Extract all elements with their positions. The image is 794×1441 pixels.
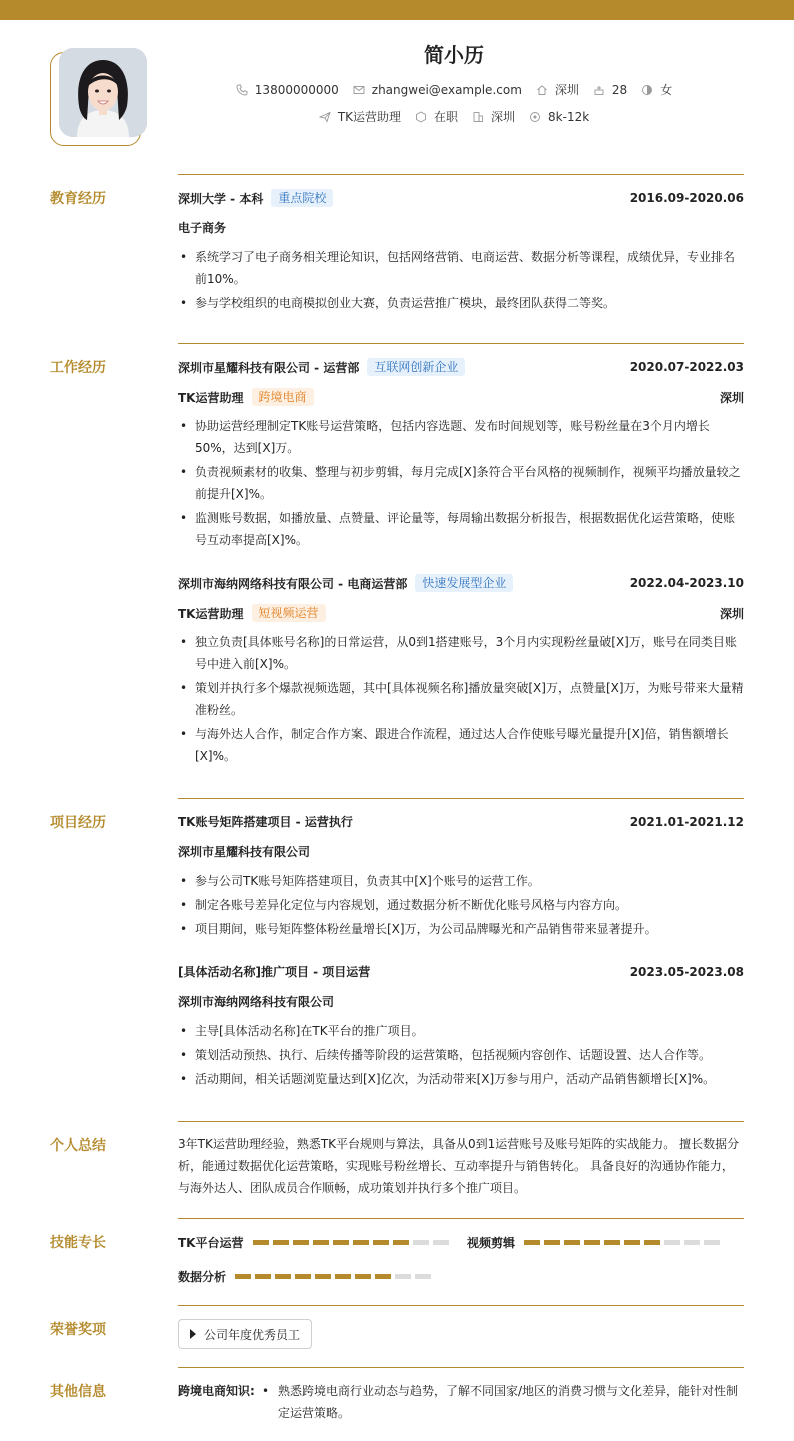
- job-intent-row: [178, 108, 730, 125]
- position-item: [319, 108, 401, 125]
- major: 电子商务: [178, 221, 227, 235]
- salary-text: 8k-12k: [548, 109, 590, 124]
- project-header: [178, 963, 744, 980]
- job-role: TK运营助理: [178, 390, 244, 405]
- divider: [178, 1305, 744, 1306]
- divider: [178, 1218, 744, 1219]
- section-title-other: 其他信息: [50, 1384, 106, 1400]
- phone-text: 13800000000: [254, 82, 339, 97]
- other-label: 跨境电商知识:: [178, 1384, 255, 1398]
- job-role-row: [178, 388, 744, 406]
- status-item: [415, 108, 458, 125]
- skill-segment-filled: [375, 1274, 391, 1279]
- phone-icon: [236, 84, 248, 96]
- skill-segment-empty: [433, 1240, 449, 1245]
- skill-item: [467, 1234, 724, 1251]
- project-name: TK账号矩阵搭建项目 - 运营执行: [178, 815, 353, 829]
- section-title-summary: 个人总结: [50, 1138, 106, 1154]
- salary-item: [529, 110, 589, 124]
- candidate-name: 简小历: [424, 43, 484, 67]
- list-item: • 策划活动预热、执行、后续传播等阶段的运营策略，包括视频内容创作、话题设置、达人合作等。: [178, 1044, 744, 1066]
- skill-segment-filled: [333, 1240, 349, 1245]
- skill-segment-filled: [524, 1240, 540, 1245]
- project-header: [178, 813, 744, 830]
- skill-segment-empty: [415, 1274, 431, 1279]
- section-title-awards: 荣誉奖项: [50, 1322, 106, 1338]
- project-company: 深圳市海纳网络科技有限公司: [178, 995, 335, 1009]
- company-name: 深圳市海纳网络科技有限公司 - 电商运营部: [178, 576, 408, 591]
- skill-segment-empty: [684, 1240, 700, 1245]
- contact-row: [178, 81, 730, 98]
- position-text: TK运营助理: [337, 110, 402, 124]
- skill-segment-filled: [353, 1240, 369, 1245]
- job-header: [178, 358, 744, 376]
- job-role: TK运营助理: [178, 606, 244, 621]
- list-item: • 制定各账号差异化定位与内容规划，通过数据分析不断优化账号风格与内容方向。: [178, 894, 744, 916]
- skill-segment-filled: [275, 1274, 291, 1279]
- other-bullets: [258, 1380, 744, 1424]
- divider: [178, 343, 744, 344]
- list-item: • 协助运营经理制定TK账号运营策略，包括内容选题、发布时间规划等，账号粉丝量在3个月内增长50%，达到[X]万。: [178, 415, 744, 459]
- skill-segment-empty: [395, 1274, 411, 1279]
- divider: [178, 1367, 744, 1368]
- play-icon: [190, 1329, 196, 1339]
- top-accent-bar: [0, 0, 794, 20]
- cake-icon: [593, 84, 605, 96]
- list-item: • 监测账号数据，如播放量、点赞量、评论量等，每周输出数据分析报告，根据数据优化运营策略，使账号互动率提高[X]%。: [178, 507, 744, 551]
- education-header: [178, 189, 744, 207]
- status-text: 在职: [434, 110, 459, 124]
- skill-segment-empty: [413, 1240, 429, 1245]
- skill-level-bar: [524, 1240, 724, 1245]
- list-item: • 与海外达人合作，制定合作方案、跟进合作流程，通过达人合作使账号曝光量提升[X]倍，销售额增长[X]%。: [178, 723, 744, 767]
- skill-item: [178, 1234, 453, 1251]
- divider: [178, 798, 744, 799]
- skill-name: 数据分析: [178, 1270, 227, 1284]
- skill-segment-filled: [584, 1240, 600, 1245]
- age-item: [593, 83, 627, 97]
- job-bullets: [178, 631, 744, 769]
- skill-segment-filled: [235, 1274, 251, 1279]
- email-item: [353, 83, 522, 97]
- job-city: 深圳: [719, 606, 744, 621]
- education-date: 2016.09-2020.06: [629, 191, 744, 205]
- job-city: 深圳: [719, 390, 744, 405]
- skill-segment-filled: [564, 1240, 580, 1245]
- list-item: • 负责视频素材的收集、整理与初步剪辑，每月完成[X]条符合平台风格的视频制作，视频平均播放量较之前提升[X]%。: [178, 461, 744, 505]
- target-city-item: [472, 108, 515, 125]
- skill-segment-filled: [273, 1240, 289, 1245]
- skill-level-bar: [253, 1240, 453, 1245]
- list-item: • 独立负责[具体账号名称]的日常运营，从0到1搭建账号，3个月内实现粉丝量破[X]万，账号在同类目账号中进入前[X]%。: [178, 631, 744, 675]
- skill-segment-filled: [355, 1274, 371, 1279]
- award-label: 公司年度优秀员工: [204, 1327, 301, 1342]
- send-icon: [319, 111, 331, 123]
- skill-segment-filled: [544, 1240, 560, 1245]
- company-tag: 互联网创新企业: [367, 358, 465, 376]
- role-tag: 跨境电商: [252, 388, 314, 406]
- target-city-text: 深圳: [491, 110, 516, 124]
- section-title-projects: 项目经历: [50, 815, 106, 831]
- age-text: 28: [611, 82, 628, 97]
- divider: [178, 1121, 744, 1122]
- job-header: [178, 574, 744, 592]
- list-item: • 参与学校组织的电商模拟创业大赛，负责运营推广模块，最终团队获得二等奖。: [178, 292, 744, 314]
- job-bullets: [178, 415, 744, 553]
- skill-segment-filled: [393, 1240, 409, 1245]
- list-item: • 主导[具体活动名称]在TK平台的推广项目。: [178, 1020, 744, 1042]
- gender-item: [641, 81, 672, 98]
- phone-item: [236, 83, 339, 97]
- location-text: 深圳: [554, 83, 579, 97]
- coin-icon: [529, 111, 541, 123]
- status-icon: [415, 111, 427, 123]
- list-item: • 活动期间，相关话题浏览量达到[X]亿次，为活动带来[X]万参与用户，活动产品销售额增长[X]%。: [178, 1068, 744, 1090]
- skill-segment-empty: [704, 1240, 720, 1245]
- building-icon: [472, 111, 484, 123]
- section-title-work: 工作经历: [50, 360, 106, 376]
- education-major-row: [178, 219, 744, 236]
- project-date: 2021.01-2021.12: [629, 814, 744, 829]
- skill-segment-filled: [624, 1240, 640, 1245]
- project-date: 2023.05-2023.08: [629, 964, 744, 979]
- project-company: 深圳市星耀科技有限公司: [178, 845, 311, 859]
- list-item: • 策划并执行多个爆款视频选题，其中[具体视频名称]播放量突破[X]万，点赞量[X]万，为账号带来大量精准粉丝。: [178, 677, 744, 721]
- role-tag: 短视频运营: [252, 604, 326, 622]
- gender-icon: [641, 84, 653, 96]
- email-text: zhangwei@example.com: [371, 82, 522, 97]
- list-item: • 项目期间，账号矩阵整体粉丝量增长[X]万，为公司品牌曝光和产品销售带来显著提升。: [178, 918, 744, 940]
- company-tag: 快速发展型企业: [415, 574, 513, 592]
- project-name: [具体活动名称]推广项目 - 项目运营: [178, 965, 371, 979]
- summary-text: 3年TK运营助理经验，熟悉TK平台规则与算法，具备从0到1运营账号及账号矩阵的实战能力。 擅长数据分析，能通过数据优化运营策略，实现账号粉丝增长、互动率提升与销售转化。 具备良好的沟通协作能力，与海外达人、团队成员合作顺畅，成功策划并执行多个推广项目。: [178, 1137, 740, 1195]
- gender-text: 女: [660, 83, 673, 97]
- skill-segment-filled: [253, 1240, 269, 1245]
- school-name: 深圳大学 - 本科: [178, 191, 264, 206]
- project-bullets: [178, 870, 744, 942]
- list-item: • 参与公司TK账号矩阵搭建项目，负责其中[X]个账号的运营工作。: [178, 870, 744, 892]
- project-company-row: [178, 993, 744, 1010]
- list-item: • 熟悉跨境电商行业动态与趋势，了解不同国家/地区的消费习惯与文化差异，能针对性制定运营策略。: [258, 1380, 744, 1424]
- skill-name: 视频剪辑: [467, 1236, 516, 1250]
- job-date: 2022.04-2023.10: [629, 576, 744, 590]
- project-bullets: [178, 1020, 744, 1092]
- skill-segment-filled: [255, 1274, 271, 1279]
- job-date: 2020.07-2022.03: [629, 360, 744, 374]
- location-item: [536, 81, 579, 98]
- skill-segment-filled: [293, 1240, 309, 1245]
- skill-item: [178, 1268, 435, 1285]
- home-icon: [536, 84, 548, 96]
- mail-icon: [353, 84, 365, 96]
- school-tag: 重点院校: [271, 189, 333, 207]
- skill-name: TK平台运营: [178, 1236, 244, 1250]
- skill-segment-filled: [315, 1274, 331, 1279]
- skill-segment-filled: [373, 1240, 389, 1245]
- section-title-skills: 技能专长: [50, 1235, 106, 1251]
- skill-segment-filled: [335, 1274, 351, 1279]
- skill-segment-filled: [644, 1240, 660, 1245]
- skill-segment-filled: [295, 1274, 311, 1279]
- job-role-row: [178, 604, 744, 622]
- skill-level-bar: [235, 1274, 435, 1279]
- divider: [178, 174, 744, 175]
- award-item[interactable]: [178, 1319, 312, 1349]
- project-company-row: [178, 843, 744, 860]
- company-name: 深圳市星耀科技有限公司 - 运营部: [178, 360, 360, 375]
- skill-segment-filled: [313, 1240, 329, 1245]
- list-item: • 系统学习了电子商务相关理论知识，包括网络营销、电商运营、数据分析等课程，成绩优异，专业排名前10%。: [178, 246, 744, 290]
- skill-segment-filled: [604, 1240, 620, 1245]
- section-title-education: 教育经历: [50, 191, 106, 207]
- education-bullets: [178, 246, 744, 316]
- skill-segment-empty: [664, 1240, 680, 1245]
